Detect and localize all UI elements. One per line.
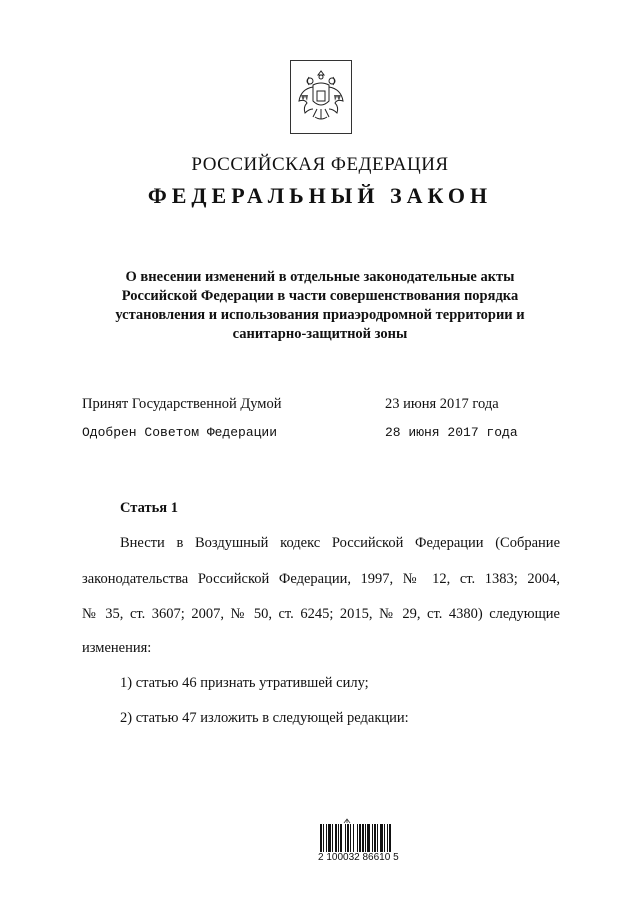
coat-of-arms-emblem xyxy=(290,60,352,134)
adoption-date: 28 июня 2017 года xyxy=(385,425,518,440)
law-title xyxy=(100,268,540,344)
article-list-item: 1) статью 46 признать утратившей силу; xyxy=(120,675,369,691)
double-headed-eagle-icon xyxy=(295,65,347,129)
barcode-icon xyxy=(318,818,416,852)
law-title-line: О внесении изменений в отдельные законодательные акты xyxy=(125,269,515,285)
law-type-heading: ФЕДЕРАЛЬНЫЙ ЗАКОН xyxy=(147,183,493,208)
barcode xyxy=(318,818,416,884)
adoption-label: Одобрен Советом Федерации xyxy=(82,425,278,440)
article-text-line: законодательства Российской Федерации, 1997, № 12, ст. 1383; 2004, xyxy=(82,571,560,587)
law-title-line: установления и использования приаэродромной территории и xyxy=(115,307,525,323)
article-text-line: № 35, ст. 3607; 2007, № 50, ст. 6245; 2015, № 29, ст. 4380) следующие xyxy=(82,606,560,622)
adoption-date: 23 июня 2017 года xyxy=(385,396,499,412)
adoption-label: Принят Государственной Думой xyxy=(82,396,282,412)
article-list-item: 2) статью 47 изложить в следующей редакции: xyxy=(120,710,409,726)
article-heading: Статья 1 xyxy=(120,500,178,516)
article-text-line: Внести в Воздушный кодекс Российской Федерации (Собрание xyxy=(120,535,560,551)
barcode-number: 2 100032 86610 5 xyxy=(318,852,399,863)
country-name: РОССИЙСКАЯ ФЕДЕРАЦИЯ xyxy=(191,154,449,175)
article-text-line: изменения: xyxy=(82,640,152,656)
law-title-line: санитарно-защитной зоны xyxy=(232,326,408,342)
law-title-line: Российской Федерации в части совершенствования порядка xyxy=(121,288,519,304)
